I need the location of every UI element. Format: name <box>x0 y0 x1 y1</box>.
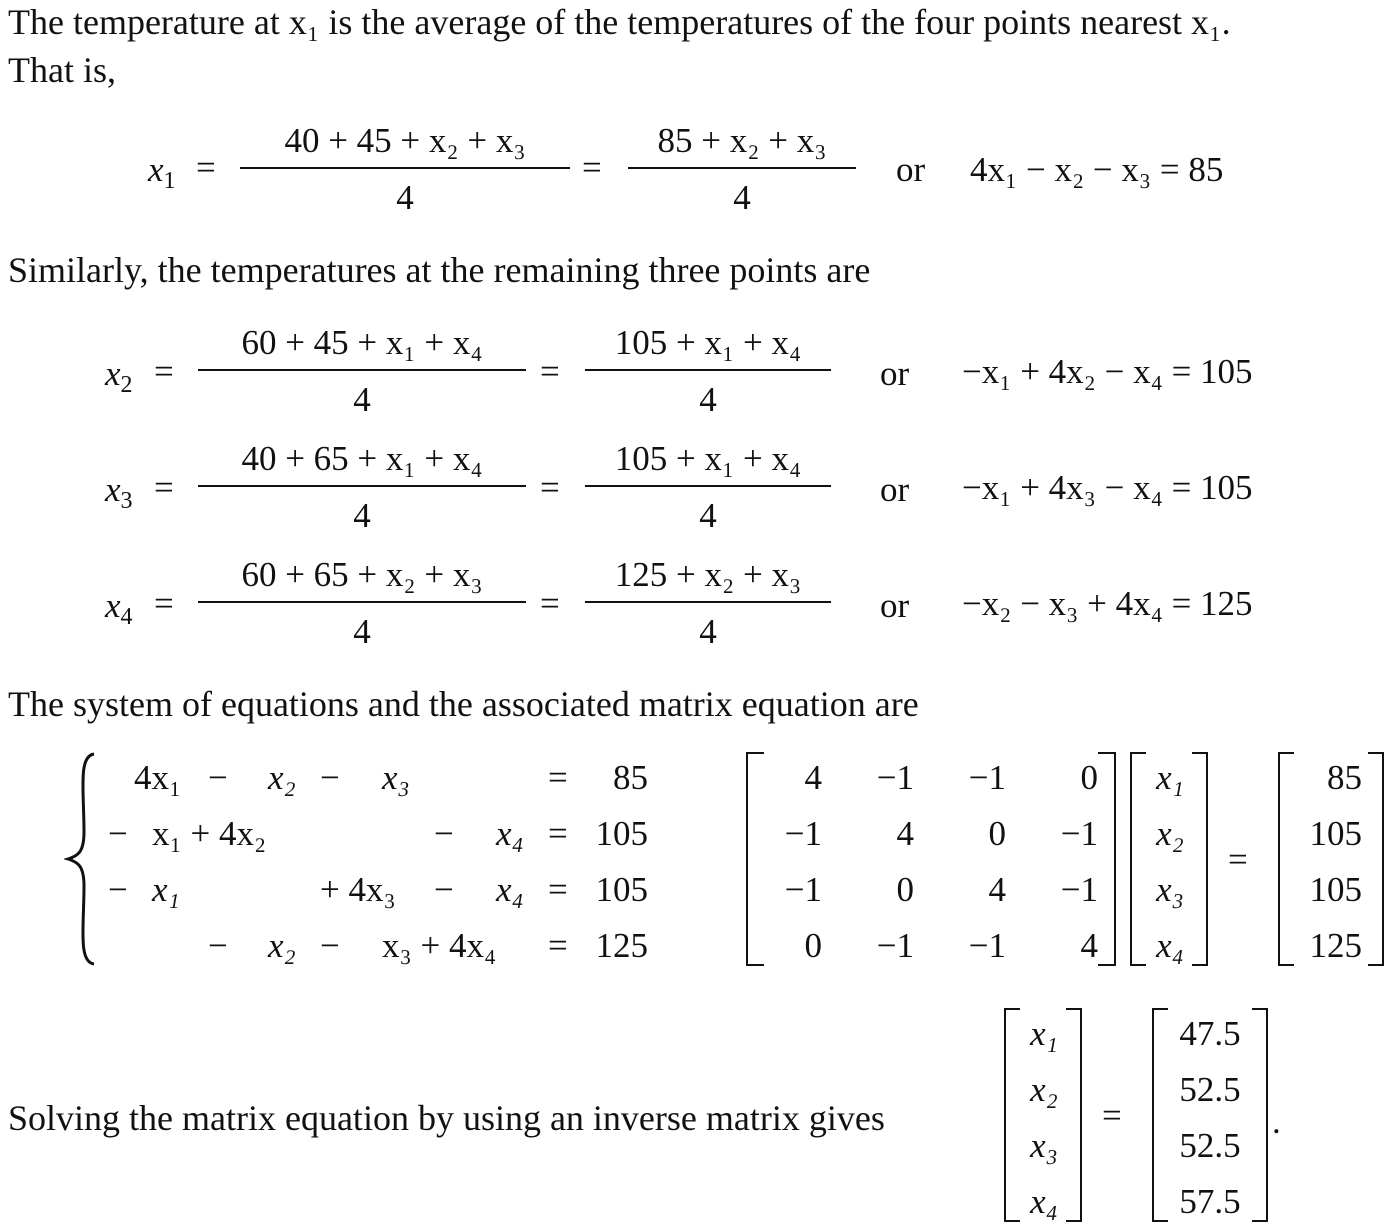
solution-x-left-bracket <box>1004 1008 1006 1222</box>
eq2-linear-form: −x₁ + 4x₂ − x₄ = 105 <box>962 352 1253 391</box>
matrix-a-cell: −1 <box>1060 870 1098 909</box>
eq3-equals: = <box>154 468 174 507</box>
solution-x-entry: x₄ <box>1030 1182 1058 1221</box>
system-row-2-term-1: x₁ + 4x₂ <box>152 814 267 853</box>
eq4-equals: = <box>154 584 174 623</box>
vector-x-right-bracket-top <box>1192 752 1208 754</box>
left-brace-icon <box>64 752 98 966</box>
eq1-lhs: $x_1$ <box>148 150 176 194</box>
eq4-denominator-1: 4 <box>353 612 371 651</box>
eq3-linear-form: −x₁ + 4x₃ − x₄ = 105 <box>962 468 1253 507</box>
matrix-a-cell: 4 <box>1080 926 1098 965</box>
eq2-numerator-2: 105 + x₁ + x₄ <box>614 323 802 362</box>
vector-b-left-bracket <box>1278 752 1280 966</box>
eq1-denominator-1: 4 <box>396 178 414 217</box>
matrix-a-right-bracket-bottom <box>1098 964 1116 966</box>
vector-x-right-bracket-bottom <box>1192 964 1208 966</box>
system-row-4-equals: = <box>548 926 568 965</box>
intro-line-1: The temperature at x₁ is the average of the temperatures of the four points nearest x₁. <box>8 2 1231 42</box>
matrix-a-cell: 0 <box>988 814 1006 853</box>
eq2-lhs: $x_2$ <box>105 354 133 398</box>
matrix-a-cell: −1 <box>784 814 822 853</box>
matrix-a-cell: −1 <box>784 870 822 909</box>
eq1-equals: = <box>196 148 216 187</box>
solution-x-right-bracket <box>1080 1008 1082 1222</box>
vector-b-right-bracket-bottom <box>1368 964 1384 966</box>
vector-b-entry: 105 <box>1309 814 1362 853</box>
matrix-a-right-bracket <box>1114 752 1116 966</box>
similarly-text: Similarly, the temperatures at the remaining three points are <box>8 250 871 290</box>
vector-x-entry: x₃ <box>1156 870 1184 909</box>
eq4-lhs: $x_4$ <box>105 586 133 630</box>
eq1-or: or <box>896 150 926 189</box>
matrix-a-cell: 0 <box>1080 758 1098 797</box>
system-row-4-op-1: − <box>208 926 228 965</box>
eq1-fraction-bar-2 <box>628 167 856 169</box>
vector-x-entry: x₂ <box>1156 814 1184 853</box>
matrix-a-cell: −1 <box>968 758 1006 797</box>
solution-equals: = <box>1102 1096 1122 1135</box>
vector-x-entry: x₁ <box>1156 758 1184 797</box>
solution-x-right-bracket-top <box>1066 1008 1082 1010</box>
system-row-3-equals: = <box>548 870 568 909</box>
eq3-or: or <box>880 470 910 509</box>
vector-b-entry: 85 <box>1327 758 1362 797</box>
eq4-numerator-1: 60 + 65 + x₂ + x₃ <box>241 555 483 594</box>
vector-x-left-bracket <box>1130 752 1132 966</box>
system-row-3-term-2: + 4x₃ <box>320 870 396 909</box>
eq3-denominator-1: 4 <box>353 496 371 535</box>
system-row-3-op-2: − <box>434 870 454 909</box>
vector-b-right-bracket-top <box>1368 752 1384 754</box>
eq2-fraction-bar-2 <box>585 369 831 371</box>
eq4-denominator-2: 4 <box>699 612 717 651</box>
eq4-fraction-bar-1 <box>198 601 526 603</box>
eq2-equals-2: = <box>540 352 560 391</box>
system-row-1-term-3: x₃ <box>382 758 410 797</box>
solution-values-left-bracket-bottom <box>1152 1220 1168 1222</box>
vector-b-entry: 105 <box>1309 870 1362 909</box>
vector-x-right-bracket <box>1206 752 1208 966</box>
matrix-a-left-bracket-top <box>746 752 764 754</box>
solution-value: 52.5 <box>1179 1126 1241 1165</box>
system-row-1-equals: = <box>548 758 568 797</box>
eq3-lhs: $x_3$ <box>105 470 133 514</box>
system-row-2-op-2: − <box>434 814 454 853</box>
eq2-numerator-1: 60 + 45 + x₁ + x₄ <box>241 323 483 362</box>
matrix-a-cell: 4 <box>988 870 1006 909</box>
system-row-4-term-1: x₂ <box>268 926 296 965</box>
eq3-equals-2: = <box>540 468 560 507</box>
vector-x-left-bracket-top <box>1130 752 1146 754</box>
eq2-equals: = <box>154 352 174 391</box>
eq4-numerator-2: 125 + x₂ + x₃ <box>614 555 802 594</box>
system-row-1-op-1: − <box>208 758 228 797</box>
system-row-4-rhs: 125 <box>595 926 648 965</box>
eq4-fraction-bar-2 <box>585 601 831 603</box>
solution-x-right-bracket-bottom <box>1066 1220 1082 1222</box>
system-row-1-term-2: x₂ <box>268 758 296 797</box>
eq3-denominator-2: 4 <box>699 496 717 535</box>
system-row-4-term-2: x₃ + 4x₄ <box>382 926 497 965</box>
solution-value: 52.5 <box>1179 1070 1241 1109</box>
matrix-a-cell: −1 <box>968 926 1006 965</box>
eq2-fraction-bar-1 <box>198 369 526 371</box>
eq1-denominator-2: 4 <box>733 178 751 217</box>
intro-line-2: That is, <box>8 50 116 90</box>
matrix-a-left-bracket-bottom <box>746 964 764 966</box>
matrix-a-right-bracket-top <box>1098 752 1116 754</box>
vector-x-entry: x₄ <box>1156 926 1184 965</box>
system-row-2-op-1: − <box>108 814 128 853</box>
eq1-fraction-bar-1 <box>240 167 570 169</box>
eq3-numerator-2: 105 + x₁ + x₄ <box>614 439 802 478</box>
eq3-fraction-bar-2 <box>585 485 831 487</box>
system-row-1-op-2: − <box>320 758 340 797</box>
solution-x-entry: x₃ <box>1030 1126 1058 1165</box>
eq4-equals-2: = <box>540 584 560 623</box>
eq2-denominator-2: 4 <box>699 380 717 419</box>
system-row-2-term-2: x₄ <box>496 814 524 853</box>
solution-values-right-bracket-top <box>1252 1008 1268 1010</box>
eq1-numerator-1: 40 + 45 + x₂ + x₃ <box>284 121 526 160</box>
system-row-3-term-1: x₁ <box>152 870 180 909</box>
solution-value: 47.5 <box>1179 1014 1241 1053</box>
solution-value: 57.5 <box>1179 1182 1241 1221</box>
matrix-a-left-bracket <box>746 752 748 966</box>
system-row-2-rhs: 105 <box>595 814 648 853</box>
eq4-linear-form: −x₂ − x₃ + 4x₄ = 125 <box>962 584 1253 623</box>
matrix-equals: = <box>1228 840 1248 879</box>
solution-x-left-bracket-bottom <box>1004 1220 1020 1222</box>
solution-values-left-bracket <box>1152 1008 1154 1222</box>
matrix-a-cell: 4 <box>804 758 822 797</box>
solution-x-left-bracket-top <box>1004 1008 1020 1010</box>
vector-b-entry: 125 <box>1309 926 1362 965</box>
eq4-or: or <box>880 586 910 625</box>
eq1-equals-2: = <box>582 148 602 187</box>
eq3-fraction-bar-1 <box>198 485 526 487</box>
solution-x-entry: x₁ <box>1030 1014 1058 1053</box>
eq2-denominator-1: 4 <box>353 380 371 419</box>
system-row-4-op-2: − <box>320 926 340 965</box>
matrix-a-cell: 0 <box>804 926 822 965</box>
matrix-a-cell: −1 <box>876 758 914 797</box>
eq1-numerator-2: 85 + x₂ + x₃ <box>657 121 827 160</box>
system-row-3-op-1: − <box>108 870 128 909</box>
matrix-a-cell: 4 <box>896 814 914 853</box>
matrix-a-cell: −1 <box>1060 814 1098 853</box>
solution-x-entry: x₂ <box>1030 1070 1058 1109</box>
final-period: . <box>1272 1102 1281 1141</box>
solving-text: Solving the matrix equation by using an inverse matrix gives <box>8 1098 885 1138</box>
matrix-a-cell: −1 <box>876 926 914 965</box>
solution-values-right-bracket-bottom <box>1252 1220 1268 1222</box>
matrix-a-cell: 0 <box>896 870 914 909</box>
eq2-or: or <box>880 354 910 393</box>
eq1-linear-form: 4x₁ − x₂ − x₃ = 85 <box>970 150 1224 189</box>
vector-x-left-bracket-bottom <box>1130 964 1146 966</box>
vector-b-left-bracket-top <box>1278 752 1294 754</box>
system-row-1-rhs: 85 <box>613 758 648 797</box>
vector-b-left-bracket-bottom <box>1278 964 1294 966</box>
system-row-3-rhs: 105 <box>595 870 648 909</box>
system-intro-text: The system of equations and the associated matrix equation are <box>8 684 919 724</box>
system-row-1-term-1: 4x₁ <box>134 758 182 797</box>
solution-values-right-bracket <box>1266 1008 1268 1222</box>
solution-values-left-bracket-top <box>1152 1008 1168 1010</box>
system-row-2-equals: = <box>548 814 568 853</box>
system-row-3-term-3: x₄ <box>496 870 524 909</box>
eq3-numerator-1: 40 + 65 + x₁ + x₄ <box>241 439 483 478</box>
vector-b-right-bracket <box>1382 752 1384 966</box>
